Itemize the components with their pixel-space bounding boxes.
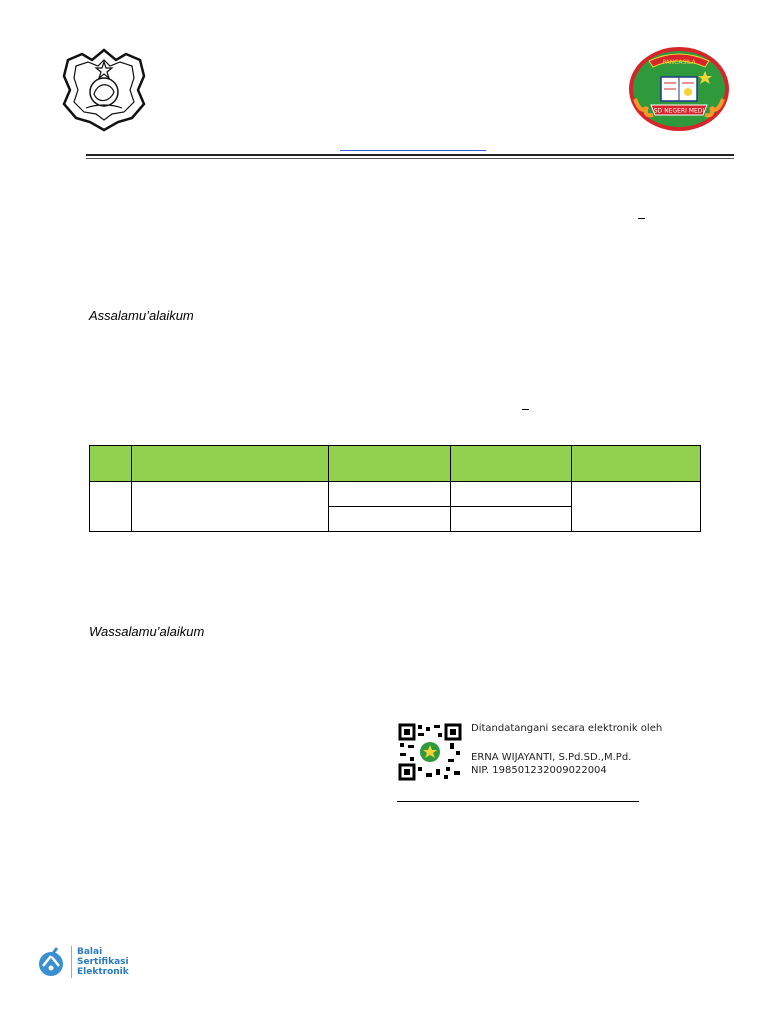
table-cell — [450, 507, 571, 532]
table-header-cell — [450, 446, 571, 482]
body-dash-mark — [522, 409, 529, 410]
signer-name: ERNA WIJAYANTI, S.Pd.SD.,M.Pd. — [471, 752, 632, 763]
table-cell — [90, 482, 132, 532]
signature-line — [397, 801, 639, 802]
table-header-cell — [571, 446, 700, 482]
greeting-open: Assalamu’alaikum — [89, 308, 194, 323]
table-cell — [450, 482, 571, 507]
table-cell — [329, 507, 450, 532]
table-cell — [571, 482, 700, 532]
bsre-label-line1: Balai — [77, 947, 103, 957]
header-divider-thin — [86, 158, 734, 159]
schedule-table — [89, 445, 701, 532]
svg-text:SD NEGERI MEDI: SD NEGERI MEDI — [653, 107, 705, 115]
date-dash-mark — [638, 218, 645, 219]
regency-emblem-logo — [58, 46, 150, 132]
svg-text:PANCASILA: PANCASILA — [662, 59, 696, 66]
bsre-logo-icon — [37, 946, 65, 978]
school-logo — [627, 45, 731, 133]
table-header-row — [90, 446, 701, 482]
bsre-divider — [71, 946, 72, 978]
email-link-underline[interactable] — [340, 150, 486, 151]
bsre-label-line3: Elektronik — [77, 967, 129, 977]
table-row — [90, 482, 701, 507]
greeting-close: Wassalamu’alaikum — [89, 624, 205, 639]
table-header-cell — [132, 446, 329, 482]
signer-nip: NIP. 198501232009022004 — [471, 765, 607, 776]
table-header-cell — [90, 446, 132, 482]
signature-caption: Ditandatangani secara elektronik oleh — [471, 723, 663, 734]
table-cell — [132, 482, 329, 532]
table-header-cell — [329, 446, 450, 482]
bsre-label-line2: Sertifikasi — [77, 957, 129, 967]
table-cell — [329, 482, 450, 507]
qr-code-icon — [398, 723, 462, 781]
header-divider-thick — [86, 154, 734, 156]
